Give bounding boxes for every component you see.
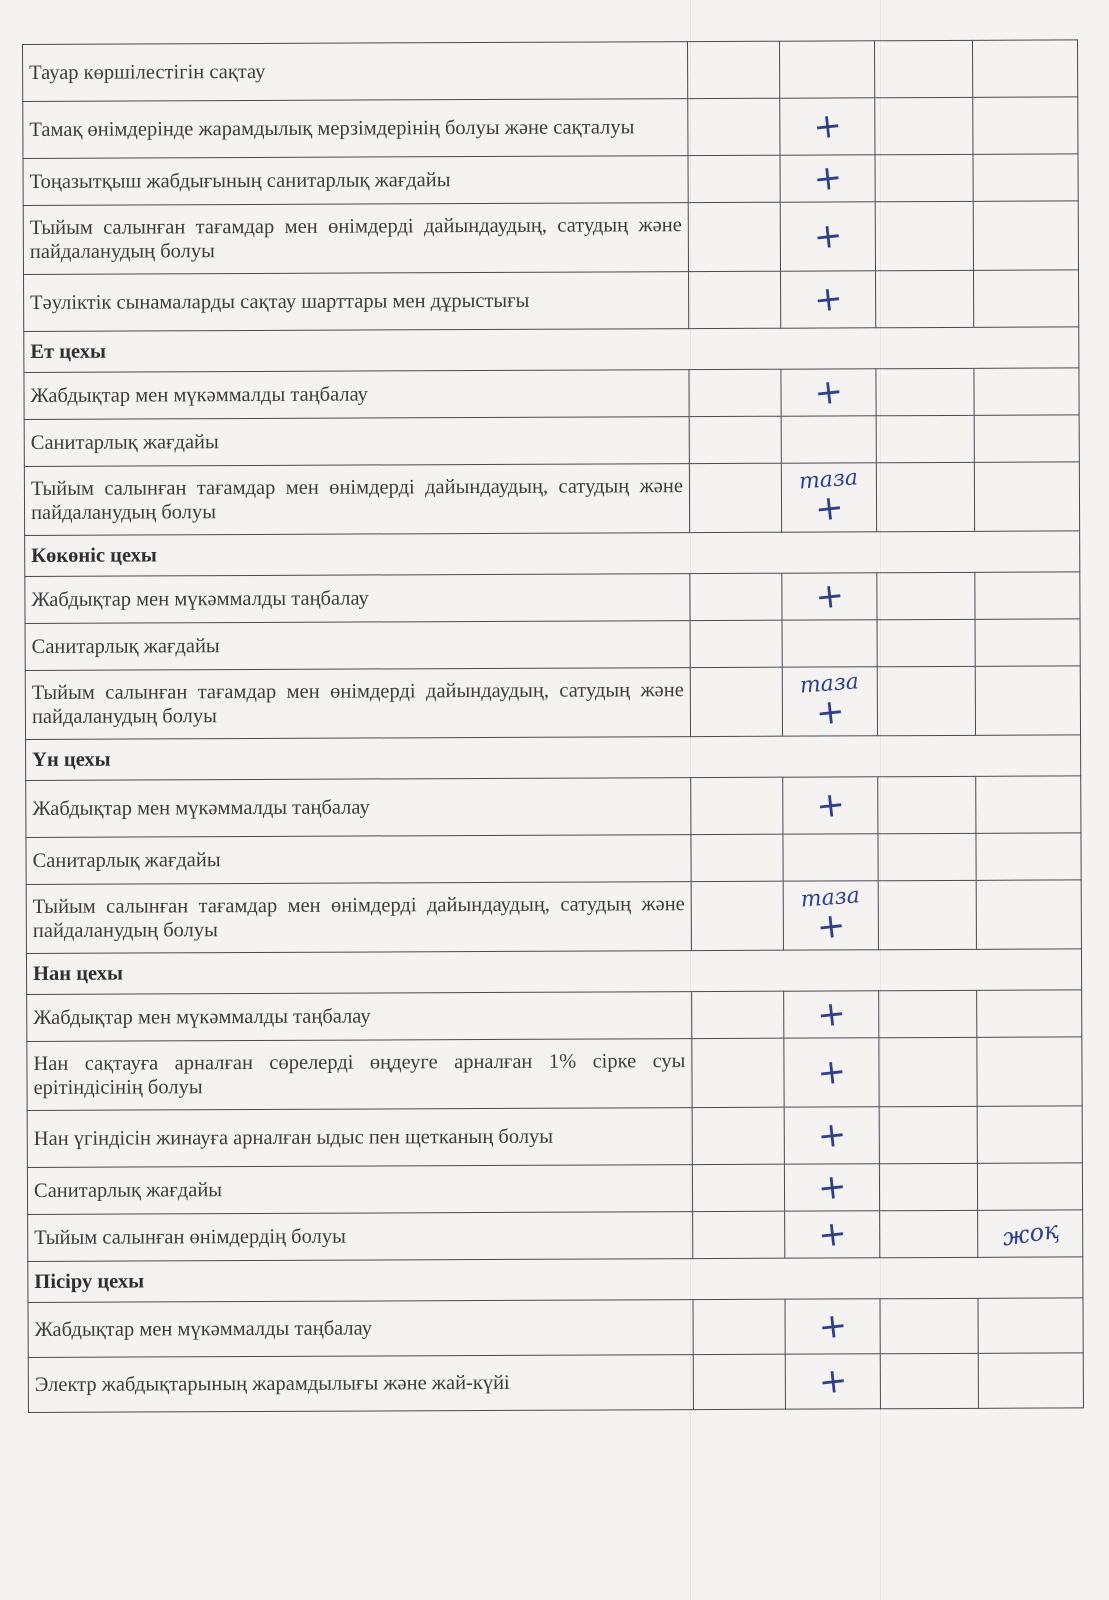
table-row — [27, 1106, 1082, 1168]
check-mark: + — [816, 1360, 850, 1403]
table-row — [27, 1037, 1082, 1111]
check-mark: + — [811, 157, 844, 200]
empty-cell — [978, 1298, 1083, 1353]
empty-cell — [974, 462, 1079, 531]
table-row — [25, 619, 1080, 671]
empty-cell — [875, 154, 973, 201]
empty-cell — [880, 1210, 978, 1257]
empty-cell — [977, 1037, 1082, 1106]
section-header-row — [28, 1257, 1083, 1303]
empty-cell — [973, 154, 1078, 201]
empty-cell — [875, 201, 973, 270]
empty-cell — [693, 1299, 785, 1354]
empty-cell — [692, 1038, 784, 1107]
mark-cell — [783, 777, 878, 834]
mark-cell — [785, 1211, 880, 1258]
mark-cell — [978, 1210, 1083, 1257]
item-text: Жабдықтар мен мүкәммалды таңбалау — [27, 992, 692, 1042]
table-row — [27, 1163, 1082, 1215]
item-text: Санитарлық жағдайы — [24, 417, 689, 467]
check-mark: + — [813, 575, 846, 618]
item-text: Тыйым салынған өнімдердің болуы — [28, 1212, 693, 1262]
handwritten-note: жоқ — [1000, 1215, 1061, 1252]
empty-cell — [690, 667, 782, 736]
empty-cell — [977, 1106, 1082, 1163]
mark-cell — [781, 416, 876, 463]
item-text: Санитарлық жағдайы — [25, 621, 690, 671]
check-mark: + — [814, 993, 848, 1036]
empty-cell — [974, 368, 1079, 415]
table-row — [26, 833, 1081, 885]
empty-cell — [877, 619, 975, 666]
section-title: Үн цехы — [26, 735, 1081, 781]
section-header-row — [25, 531, 1080, 577]
empty-cell — [875, 270, 973, 327]
item-text: Тәуліктік сынамаларды сақтау шарттары мен дұрыстығы — [24, 272, 689, 332]
handwritten-note: таза — [798, 465, 860, 495]
empty-cell — [977, 990, 1082, 1037]
item-text: Тамақ өнімдерінде жарамдылық мерзімдерінің болуы және сақталуы — [23, 99, 688, 159]
item-text: Тауар көршілестігін сақтау — [23, 42, 688, 102]
empty-cell — [973, 201, 1078, 270]
empty-cell — [693, 1354, 785, 1409]
empty-cell — [975, 572, 1080, 619]
empty-cell — [688, 98, 780, 155]
item-text: Жабдықтар мен мүкәммалды таңбалау — [25, 574, 690, 624]
mark-cell — [782, 620, 877, 667]
mark-cell — [782, 667, 877, 736]
table-row — [23, 40, 1078, 102]
item-text: Тоңазытқыш жабдығының санитарлық жағдайы — [23, 156, 688, 206]
mark-cell — [780, 271, 875, 328]
empty-cell — [876, 462, 974, 531]
empty-cell — [692, 1164, 784, 1211]
empty-cell — [877, 666, 975, 735]
empty-cell — [689, 463, 781, 532]
empty-cell — [689, 416, 781, 463]
empty-cell — [878, 880, 976, 949]
empty-cell — [976, 833, 1081, 880]
section-header-row — [24, 327, 1079, 373]
empty-cell — [688, 202, 780, 271]
item-text: Санитарлық жағдайы — [26, 835, 691, 885]
table-row — [23, 97, 1078, 159]
mark-cell — [780, 98, 875, 155]
table-row — [28, 1353, 1083, 1413]
table-row — [26, 776, 1081, 838]
section-title: Нан цехы — [26, 949, 1081, 995]
empty-cell — [877, 572, 975, 619]
empty-cell — [879, 1037, 977, 1106]
empty-cell — [692, 1107, 784, 1164]
empty-cell — [875, 97, 973, 154]
item-text: Тыйым салынған тағамдар мен өнімдерді дайындаудың, сатудың және пайдаланудың болуы — [25, 668, 690, 740]
empty-cell — [693, 1211, 785, 1258]
table-row — [24, 368, 1079, 420]
table-row — [25, 572, 1080, 624]
empty-cell — [975, 666, 1080, 735]
item-text: Жабдықтар мен мүкәммалды таңбалау — [28, 1300, 693, 1358]
mark-cell — [785, 1299, 880, 1354]
table-row — [27, 990, 1082, 1042]
inspection-checklist-table — [22, 39, 1084, 1413]
empty-cell — [691, 834, 783, 881]
empty-cell — [974, 415, 1079, 462]
empty-cell — [876, 368, 974, 415]
check-mark: + — [816, 1305, 849, 1348]
table-row — [26, 880, 1081, 954]
empty-cell — [876, 415, 974, 462]
empty-cell — [975, 619, 1080, 666]
empty-cell — [977, 1163, 1082, 1210]
empty-cell — [880, 1353, 978, 1408]
empty-cell — [878, 776, 976, 833]
item-text: Тыйым салынған тағамдар мен өнімдерді дайындаудың, сатудың және пайдаланудың болуы — [26, 882, 691, 954]
empty-cell — [973, 270, 1078, 327]
item-text: Нан үгіндісін жинауға арналған ыдыс пен щетканың болуы — [27, 1108, 692, 1168]
empty-cell — [879, 990, 977, 1037]
check-mark: + — [812, 487, 846, 530]
item-text: Санитарлық жағдайы — [27, 1165, 692, 1215]
handwritten-note: таза — [799, 669, 861, 699]
empty-cell — [688, 271, 780, 328]
mark-cell — [780, 155, 875, 202]
table-row — [23, 154, 1078, 206]
table-row — [23, 201, 1078, 275]
table-row — [24, 462, 1079, 536]
mark-cell — [781, 369, 876, 416]
empty-cell — [691, 881, 783, 950]
empty-cell — [973, 97, 1078, 154]
check-mark: + — [815, 1213, 849, 1256]
empty-cell — [874, 40, 972, 97]
table-row — [24, 415, 1079, 467]
handwritten-note: таза — [800, 883, 862, 913]
section-header-row — [26, 735, 1081, 781]
table-row — [25, 666, 1080, 740]
section-title: Пісіру цехы — [28, 1257, 1083, 1303]
empty-cell — [692, 991, 784, 1038]
empty-cell — [976, 880, 1081, 949]
empty-cell — [978, 1353, 1083, 1408]
mark-cell — [784, 991, 879, 1038]
mark-cell — [779, 41, 874, 98]
check-mark: + — [811, 215, 845, 258]
check-mark: + — [813, 784, 847, 827]
mark-cell — [783, 881, 878, 950]
mark-cell — [781, 463, 876, 532]
empty-cell — [690, 620, 782, 667]
section-header-row — [26, 949, 1081, 995]
item-text: Электр жабдықтарының жарамдылығы және жай-күйі — [28, 1355, 693, 1413]
check-mark: + — [811, 278, 845, 321]
mark-cell — [784, 1164, 879, 1211]
item-text: Жабдықтар мен мүкәммалды таңбалау — [26, 778, 691, 838]
mark-cell — [780, 202, 875, 271]
table-row — [28, 1298, 1083, 1358]
empty-cell — [879, 1163, 977, 1210]
item-text: Нан сақтауға арналған сөрелерді өңдеуге арналған 1% сірке суы ерітіндісінің болуы — [27, 1039, 692, 1111]
item-text: Жабдықтар мен мүкәммалды таңбалау — [24, 370, 689, 420]
mark-cell — [784, 1038, 879, 1107]
mark-cell — [785, 1354, 880, 1409]
empty-cell — [690, 573, 782, 620]
table-row — [24, 270, 1079, 332]
item-text: Тыйым салынған тағамдар мен өнімдерді дайындаудың, сатудың және пайдаланудың болуы — [24, 464, 689, 536]
empty-cell — [879, 1106, 977, 1163]
check-mark: + — [811, 105, 844, 148]
mark-cell — [782, 573, 877, 620]
check-mark: + — [815, 1051, 848, 1094]
empty-cell — [972, 40, 1077, 97]
mark-cell — [783, 834, 878, 881]
empty-cell — [687, 41, 779, 98]
empty-cell — [878, 833, 976, 880]
section-title: Көкөніс цехы — [25, 531, 1080, 577]
empty-cell — [976, 776, 1081, 833]
mark-cell — [784, 1107, 879, 1164]
check-mark: + — [815, 1114, 849, 1157]
item-text: Тыйым салынған тағамдар мен өнімдерді дайындаудың, сатудың және пайдаланудың болуы — [23, 203, 688, 275]
empty-cell — [880, 1298, 978, 1353]
table-row — [28, 1210, 1083, 1262]
check-mark: + — [814, 905, 848, 948]
empty-cell — [689, 369, 781, 416]
empty-cell — [691, 777, 783, 834]
empty-cell — [688, 155, 780, 202]
section-title: Ет цехы — [24, 327, 1079, 373]
check-mark: + — [813, 691, 847, 734]
check-mark: + — [812, 371, 845, 414]
check-mark: + — [815, 1166, 849, 1209]
